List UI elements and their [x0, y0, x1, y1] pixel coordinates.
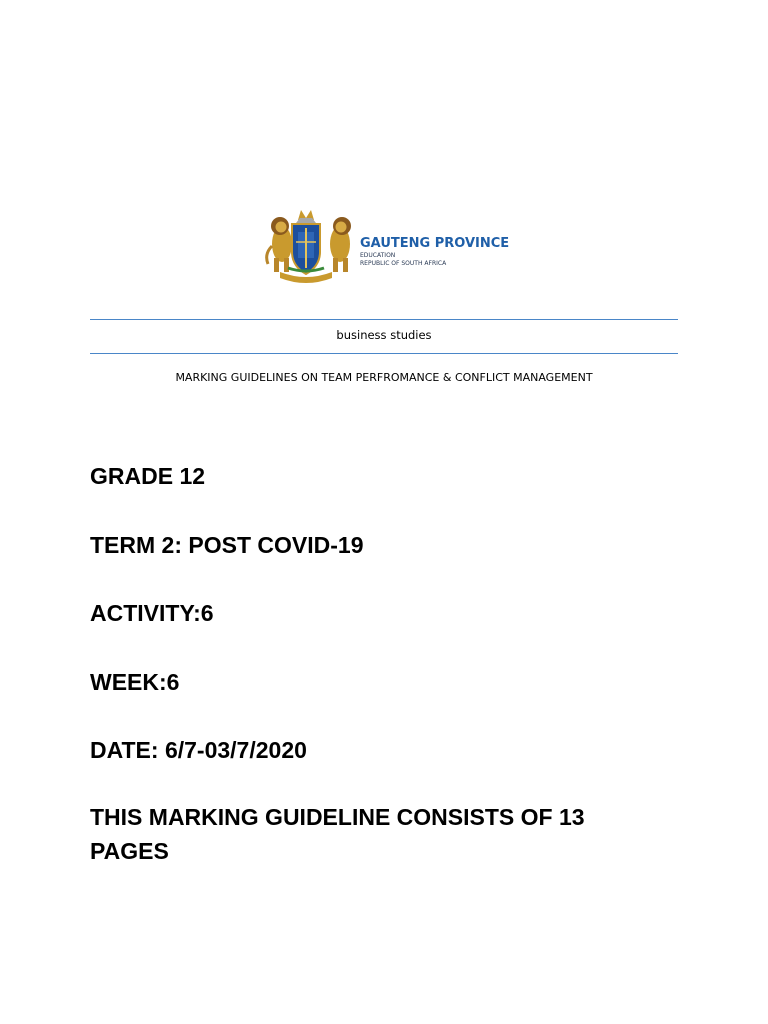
logo-title: GAUTENG PROVINCE [360, 236, 510, 251]
page-count-line-1: THIS MARKING GUIDELINE CONSISTS OF 13 [90, 804, 585, 830]
date-heading: DATE: 6/7-03/7/2020 [90, 737, 307, 763]
subject-label: business studies [336, 328, 432, 342]
left-lion-icon [267, 217, 292, 272]
page-count-line-2: PAGES [90, 838, 169, 864]
activity-heading: ACTIVITY:6 [90, 600, 214, 626]
term-heading: TERM 2: POST COVID-19 [90, 532, 364, 558]
gauteng-education-logo [246, 196, 522, 292]
document-title: MARKING GUIDELINES ON TEAM PERFROMANCE & CONFLICT MANAGEMENT [175, 371, 593, 384]
page-count-heading [90, 800, 678, 868]
week-heading: WEEK:6 [90, 669, 180, 695]
logo-subtitle-education: EDUCATION [360, 252, 396, 259]
header-divider-top [90, 319, 678, 320]
grade-heading: GRADE 12 [90, 463, 206, 489]
logo-subtitle-country: REPUBLIC OF SOUTH AFRICA [360, 260, 447, 267]
logo-text-block [360, 236, 509, 268]
coat-of-arms-icon [246, 196, 356, 292]
header-divider-bottom [90, 353, 678, 354]
right-lion-icon [330, 217, 351, 272]
